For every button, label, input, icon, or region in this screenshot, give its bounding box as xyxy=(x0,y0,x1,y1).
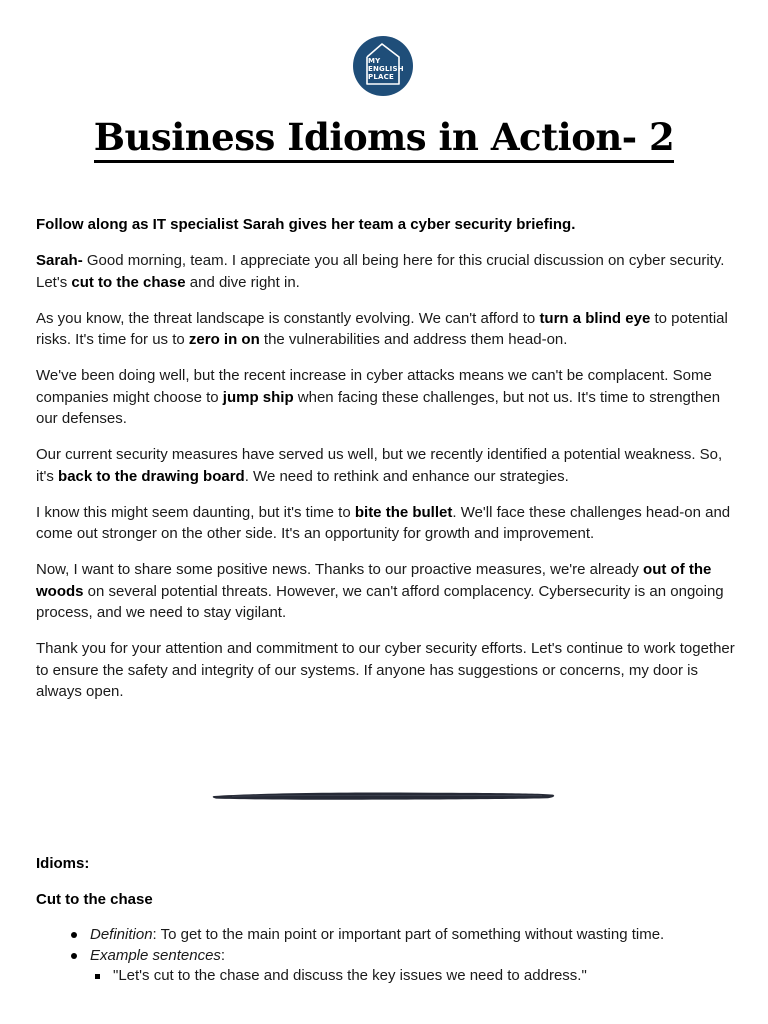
paragraph-1: Sarah- Good morning, team. I appreciate you all being here for this crucial discussion on cyber security. Let's cut to the chase and dive right in. xyxy=(36,252,725,291)
idiom-highlight: out of the woods xyxy=(36,561,712,600)
paragraph-4: Our current security measures have served us well, but we recently identified a potential weakness. So, it's back to the drawing board. We need to rethink and enhance our strategies. xyxy=(36,446,723,485)
idiom-highlight: jump ship xyxy=(222,388,294,406)
idiom-highlight: turn a blind eye xyxy=(539,309,651,327)
logo-text: MY ENGLISH PLACE xyxy=(368,57,404,81)
intro-paragraph: Follow along as IT specialist Sarah gives her team a cyber security briefing. xyxy=(36,216,576,233)
logo-badge xyxy=(353,36,413,96)
idiom-highlight: back to the drawing board xyxy=(58,467,245,485)
idiom-highlight: cut to the chase xyxy=(71,273,186,291)
idiom-highlight: zero in on xyxy=(188,331,260,348)
paragraph-6: Now, I want to share some positive news. Thanks to our proactive measures, we're already out of the woods on several potential threats. However, we can't afford complacency. Cybersecurity is an ongoing process, and we need to stay vigilant. xyxy=(36,561,724,621)
paragraph-3: We've been doing well, but the recent increase in cyber attacks means we can't be complacent. Some companies might choose to jump ship when facing these challenges, but not us. It's time to strengthen our defenses. xyxy=(36,367,721,427)
list-item: "Let's cut to the chase and discuss the key issues we need to address." xyxy=(113,966,736,987)
idioms-heading: Idioms: xyxy=(36,855,90,872)
brush-stroke-divider xyxy=(212,786,556,806)
example-list xyxy=(90,966,736,987)
logo xyxy=(351,36,415,96)
list-item: Definition: To get to the main point or important part of something without wasting time. xyxy=(90,925,736,946)
page-title: Business Idioms in Action- 2 xyxy=(0,112,768,162)
idiom-highlight: bite the bullet xyxy=(354,503,453,521)
idiom-details-list xyxy=(36,925,736,987)
briefing-text xyxy=(36,214,736,717)
idiom-title: Cut to the chase xyxy=(36,891,153,908)
list-item: Example sentences: "Let's cut to the chase and discuss the key issues we need to address." xyxy=(90,946,736,987)
paragraph-7: Thank you for your attention and commitment to our cyber security efforts. Let's continue to work together to ensure the safety and integrity of our systems. If anyone has suggestions or concerns, my door is always open. xyxy=(36,640,735,700)
paragraph-2: As you know, the threat landscape is constantly evolving. We can't afford to turn a blind eye to potential risks. It's time for us to zero in on the vulnerabilities and address them head-on. xyxy=(36,309,728,348)
idioms-section xyxy=(36,853,736,987)
paragraph-5: I know this might seem daunting, but it's time to bite the bullet. We'll face these challenges head-on and come out stronger on the other side. It's an opportunity for growth and improvement. xyxy=(36,503,731,542)
